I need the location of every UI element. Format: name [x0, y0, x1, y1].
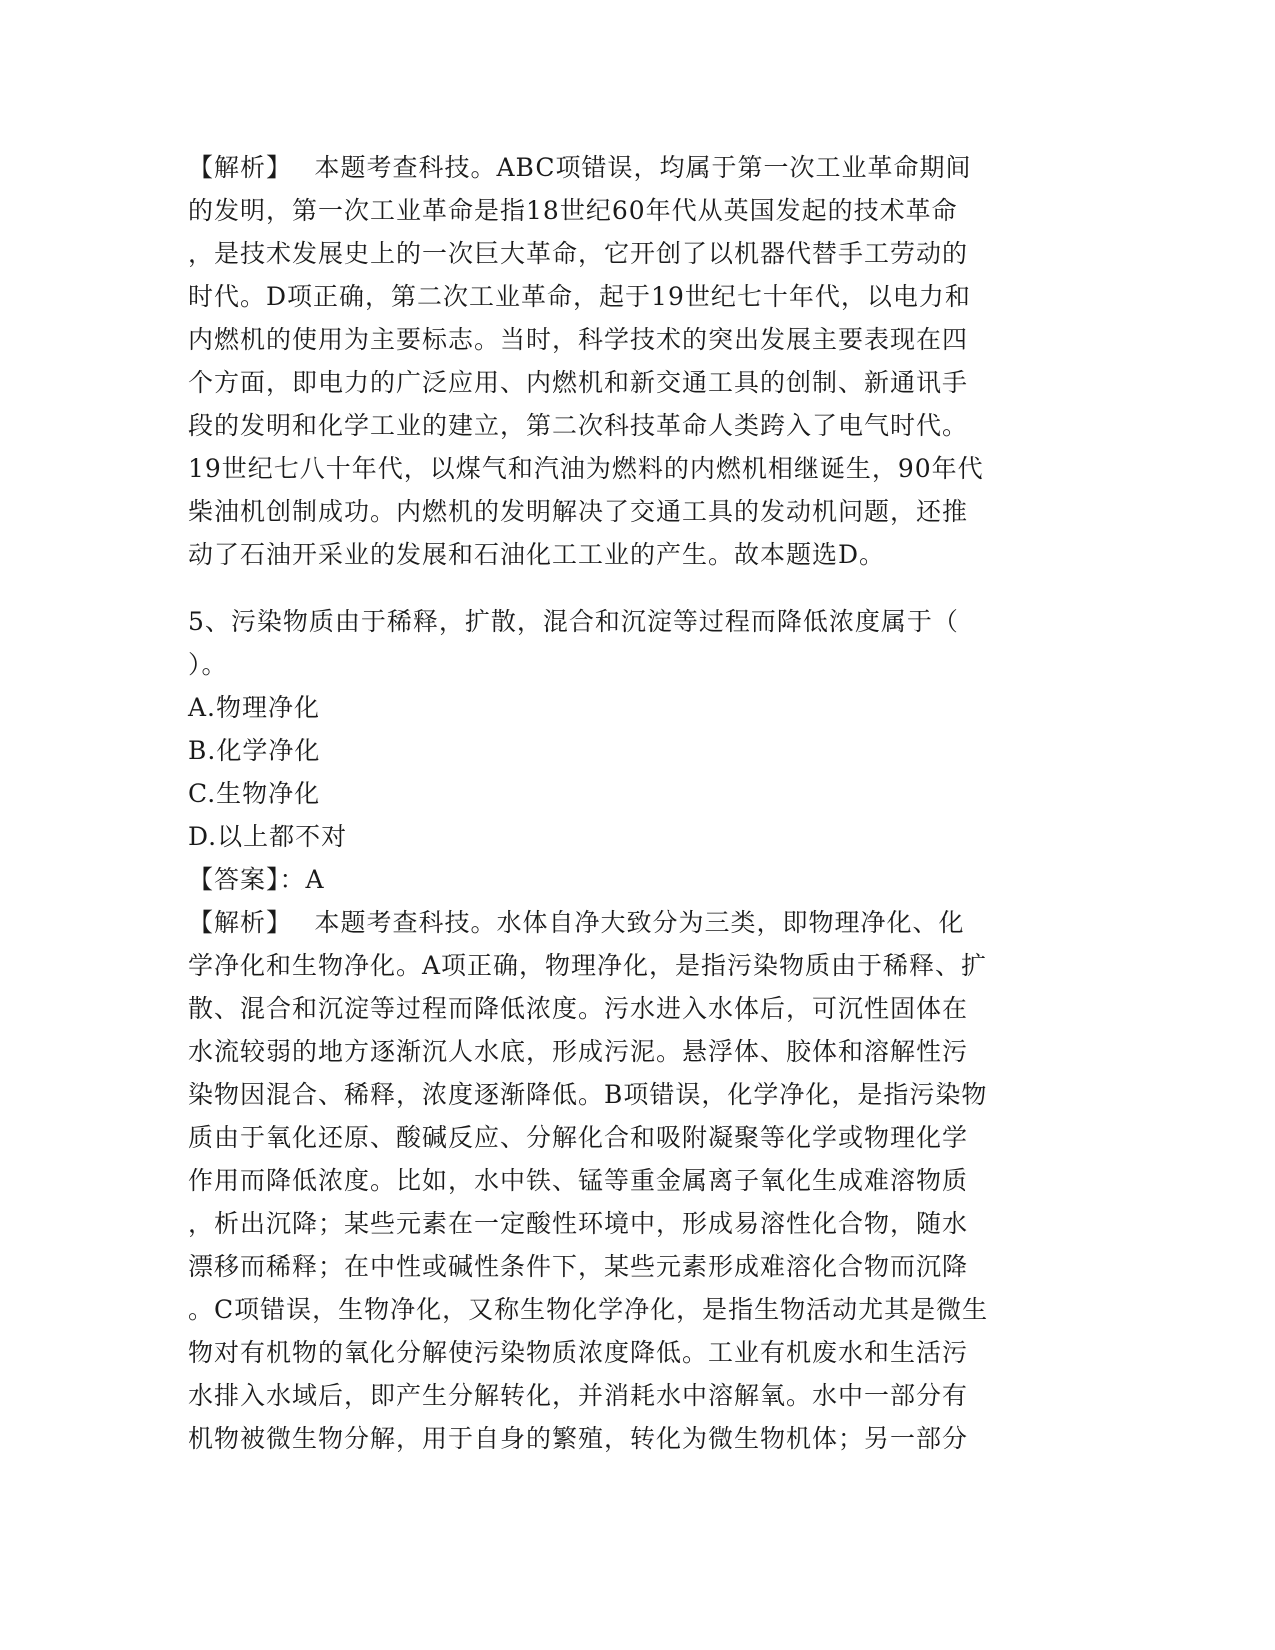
- analysis-line: 19世纪七八十年代，以煤气和汽油为燃料的内燃机相继诞生，90年代: [188, 454, 984, 483]
- analysis-line: 水排入水域后，即产生分解转化，并消耗水中溶解氧。水中一部分有: [188, 1381, 969, 1410]
- analysis-line: 时代。D项正确，第二次工业革命，起于19世纪七十年代，以电力和: [188, 282, 971, 311]
- question-stem: 5、污染物质由于稀释，扩散，混合和沉淀等过程而降低浓度属于（: [188, 607, 959, 636]
- analysis-line: ，析出沉降；某些元素在一定酸性环境中，形成易溶性化合物，随水: [188, 1209, 969, 1238]
- analysis-line: 质由于氧化还原、酸碱反应、分解化合和吸附凝聚等化学或物理化学: [188, 1123, 969, 1152]
- question-stem: ）。: [188, 650, 228, 679]
- option-b: B.化学净化: [188, 736, 321, 765]
- analysis-line: 内燃机的使用为主要标志。当时，科学技术的突出发展主要表现在四: [188, 325, 969, 354]
- analysis-line: 动了石油开采业的发展和石油化工工业的产生。故本题选D。: [188, 540, 886, 569]
- analysis-line: 【解析】 本题考查科技。ABC项错误，均属于第一次工业革命期间: [188, 153, 972, 182]
- analysis-line: 【解析】 本题考查科技。水体自净大致分为三类，即物理净化、化: [188, 908, 965, 937]
- option-d: D.以上都不对: [188, 822, 348, 851]
- analysis-line: 学净化和生物净化。A项正确，物理净化，是指污染物质由于稀释、扩: [188, 951, 988, 980]
- analysis-line: 作用而降低浓度。比如，水中铁、锰等重金属离子氧化生成难溶物质: [188, 1166, 969, 1195]
- analysis-line: 染物因混合、稀释，浓度逐渐降低。B项错误，化学净化，是指污染物: [188, 1080, 988, 1109]
- analysis-line: ，是技术发展史上的一次巨大革命，它开创了以机器代替手工劳动的: [188, 239, 969, 268]
- analysis-line: 物对有机物的氧化分解使污染物质浓度降低。工业有机废水和生活污: [188, 1338, 969, 1367]
- analysis-line: 段的发明和化学工业的建立，第二次科技革命人类跨入了电气时代。: [188, 411, 969, 440]
- analysis-line: 柴油机创制成功。内燃机的发明解决了交通工具的发动机问题，还推: [188, 497, 969, 526]
- question-5: [188, 600, 1088, 1460]
- analysis-line: 。C项错误，生物净化，又称生物化学净化，是指生物活动尤其是微生: [188, 1295, 989, 1324]
- option-c: C.生物净化: [188, 779, 321, 808]
- analysis-line: 机物被微生物分解，用于自身的繁殖，转化为微生物机体；另一部分: [188, 1424, 969, 1453]
- analysis-line: 散、混合和沉淀等过程而降低浓度。污水进入水体后，可沉性固体在: [188, 994, 969, 1023]
- analysis-line: 的发明，第一次工业革命是指18世纪60年代从英国发起的技术革命: [188, 196, 958, 225]
- analysis-line: 个方面，即电力的广泛应用、内燃机和新交通工具的创制、新通讯手: [188, 368, 969, 397]
- answer-line: 【答案】：A: [188, 865, 325, 894]
- previous-analysis: [188, 146, 1088, 576]
- analysis-line: 漂移而稀释；在中性或碱性条件下，某些元素形成难溶化合物而沉降: [188, 1252, 969, 1281]
- option-a: A.物理净化: [188, 693, 321, 722]
- analysis-line: 水流较弱的地方逐渐沉人水底，形成污泥。悬浮体、胶体和溶解性污: [188, 1037, 969, 1066]
